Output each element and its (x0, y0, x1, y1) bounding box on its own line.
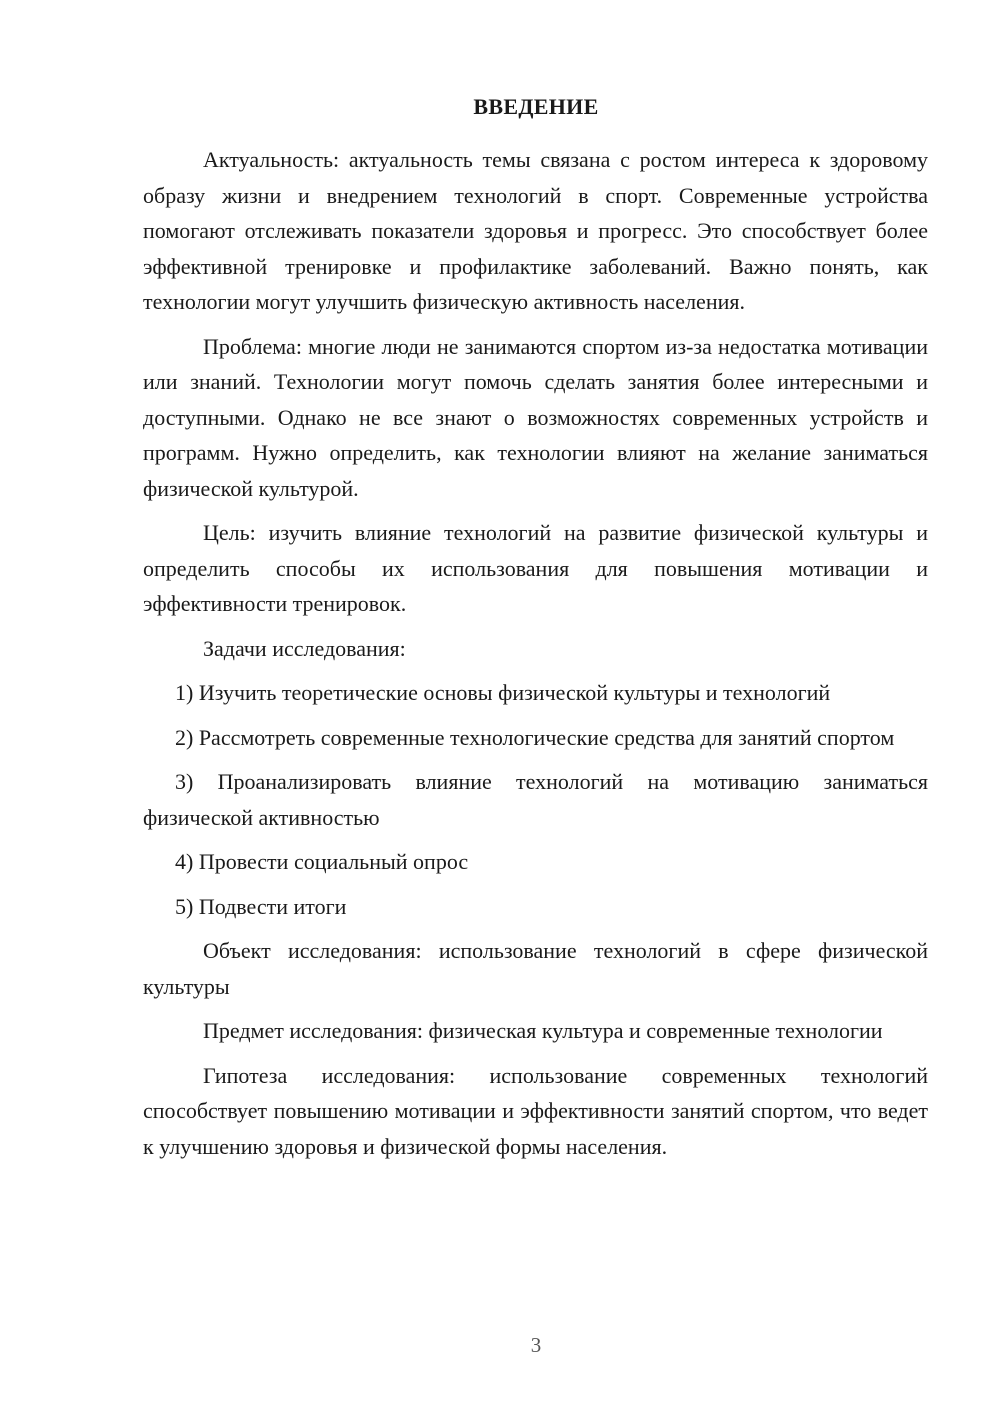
page-title: ВВЕДЕНИЕ (473, 94, 599, 119)
paragraph-relevance: Актуальность: актуальность темы связана с ростом интереса к здоровому образу жизни и внедрением технологий в спорт. Современные устройства помогают отслеживать показатели здоровья и прогресс. Это способствует более эффективной тренировке и профилактике заболеваний. Важно понять, как технологии могут улучшить физическую активность населения. (143, 147, 928, 314)
document-body (143, 142, 928, 1173)
paragraph-hypothesis: Гипотеза исследования: использование современных технологий способствует повышению мотивации и эффективности занятий спортом, что ведет к улучшению здоровья и физической формы населения. (143, 1062, 928, 1159)
task-item-5: 5) Подвести итоги (175, 893, 347, 919)
paragraph-tasks-heading: Задачи исследования: (203, 635, 406, 661)
paragraph-problem: Проблема: многие люди не занимаются спортом из-за недостатка мотивации или знаний. Технологии могут помочь сделать занятия более интересными и доступными. Однако не все знают о возможностях современных устройств и программ. Нужно определить, как технологии влияют на желание заниматься физической культурой. (143, 333, 928, 501)
task-item-1: 1) Изучить теоретические основы физической культуры и технологий (175, 680, 831, 705)
page-number: 3 (530, 1333, 542, 1357)
task-item-4: 4) Провести социальный опрос (175, 849, 469, 874)
task-item-3: 3) Проанализировать влияние технологий на мотивацию заниматься физической активностью (143, 769, 928, 830)
paragraph-object: Объект исследования: использование технологий в сфере физической культуры (143, 938, 928, 999)
paragraph-subject: Предмет исследования: физическая культура и современные технологии (203, 1018, 883, 1043)
task-item-2: 2) Рассмотреть современные технологические средства для занятий спортом (175, 724, 895, 750)
paragraph-goal: Цель: изучить влияние технологий на развитие физической культуры и определить способы их использования для повышения мотивации и эффективности тренировок. (143, 520, 928, 616)
